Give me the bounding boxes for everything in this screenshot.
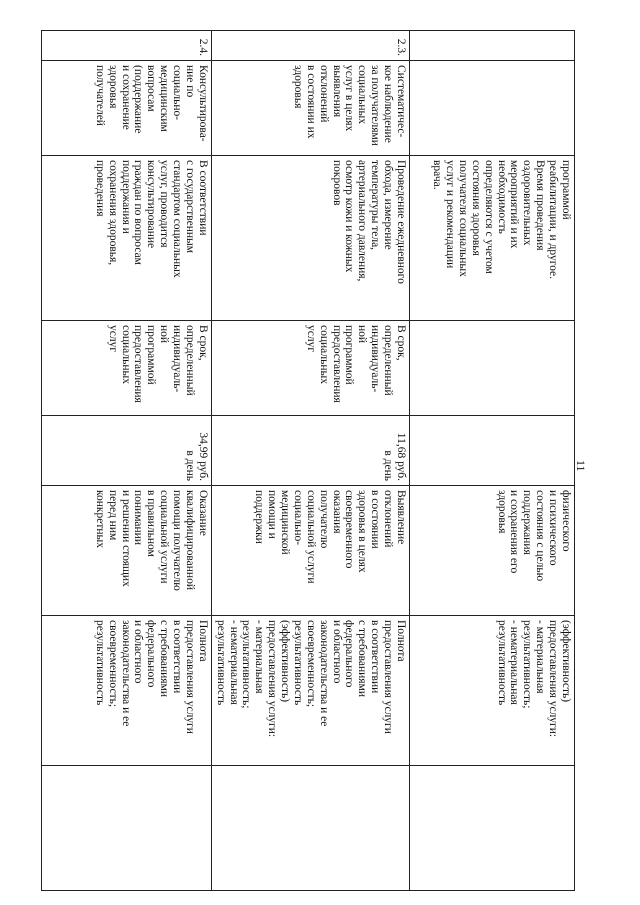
service-term: В срок, определенный индивидуаль- ной программой предоставления социальных услуг: [211, 321, 409, 416]
service-result: Выявление отклонений в состоянии здоровья в целях своевременного оказания получателю социальной услуги социально- медицинской помощи и поддержки: [211, 486, 409, 616]
page-number: 11: [574, 460, 588, 472]
services-table-sheet: [55, 30, 575, 890]
service-term: В срок, определенный индивидуаль- ной программой предоставления социальных услуг: [41, 321, 211, 416]
service-price: [410, 416, 575, 486]
service-quality: Полнота предоставления услуги в соответствии с требованиями федерального и областного законодательства и ее своевременность; результативность: [41, 616, 211, 766]
row-number: 2.3.: [211, 31, 409, 61]
service-extra: [410, 766, 575, 891]
service-name: [410, 61, 575, 156]
service-result: физического и психического состояния с целью поддержания и сохранения его здоровья: [410, 486, 575, 616]
service-description: программой реабилитации, и другое. Время проведения оздоровительных мероприятий и их необходимость определяются с учетом состояния здоровья получателя социальных услуг и рекомендации врача.: [410, 156, 575, 321]
services-table: [41, 30, 575, 891]
service-name: Консультирова- ние по социально- медицинским вопросам (поддержание и сохранение здоровья получателей: [41, 61, 211, 156]
service-price: 11,68 руб. в день: [211, 416, 409, 486]
table-row: [41, 31, 211, 891]
service-name: Систематичес- кое наблюдение за получателями социальных услуг в целях выявления отклонений в состоянии их здоровья: [211, 61, 409, 156]
service-extra: [41, 766, 211, 891]
service-description: В соответствии с государственным стандартом социальных услуг, проводится консультирование граждан по вопросам поддержания и сохранения здоровья, проведения: [41, 156, 211, 321]
service-result: Оказание квалифицированной помощи получателю социальной услуги в правильном понимании и решении стоящих перед ним конкретных: [41, 486, 211, 616]
table-row: [211, 31, 409, 891]
service-quality: Полнота предоставления услуги в соответствии с требованиями федерального и областного законодательства и ее своевременность; результативность (эффективность) предоставления услуги: - материальная результативность; - нематериальная результативность: [211, 616, 409, 766]
service-extra: [211, 766, 409, 891]
row-number: 2.4.: [41, 31, 211, 61]
service-quality: (эффективность) предоставления услуги: - материальная результативность; - нематериальная результативность: [410, 616, 575, 766]
service-description: Проведение ежедневного обхода, измерение температуры тела, артериального давления, осмотр кожи и кожных покровов: [211, 156, 409, 321]
service-price: 34,99 руб. в день: [41, 416, 211, 486]
row-number: [410, 31, 575, 61]
table-row: [410, 31, 575, 891]
service-term: [410, 321, 575, 416]
